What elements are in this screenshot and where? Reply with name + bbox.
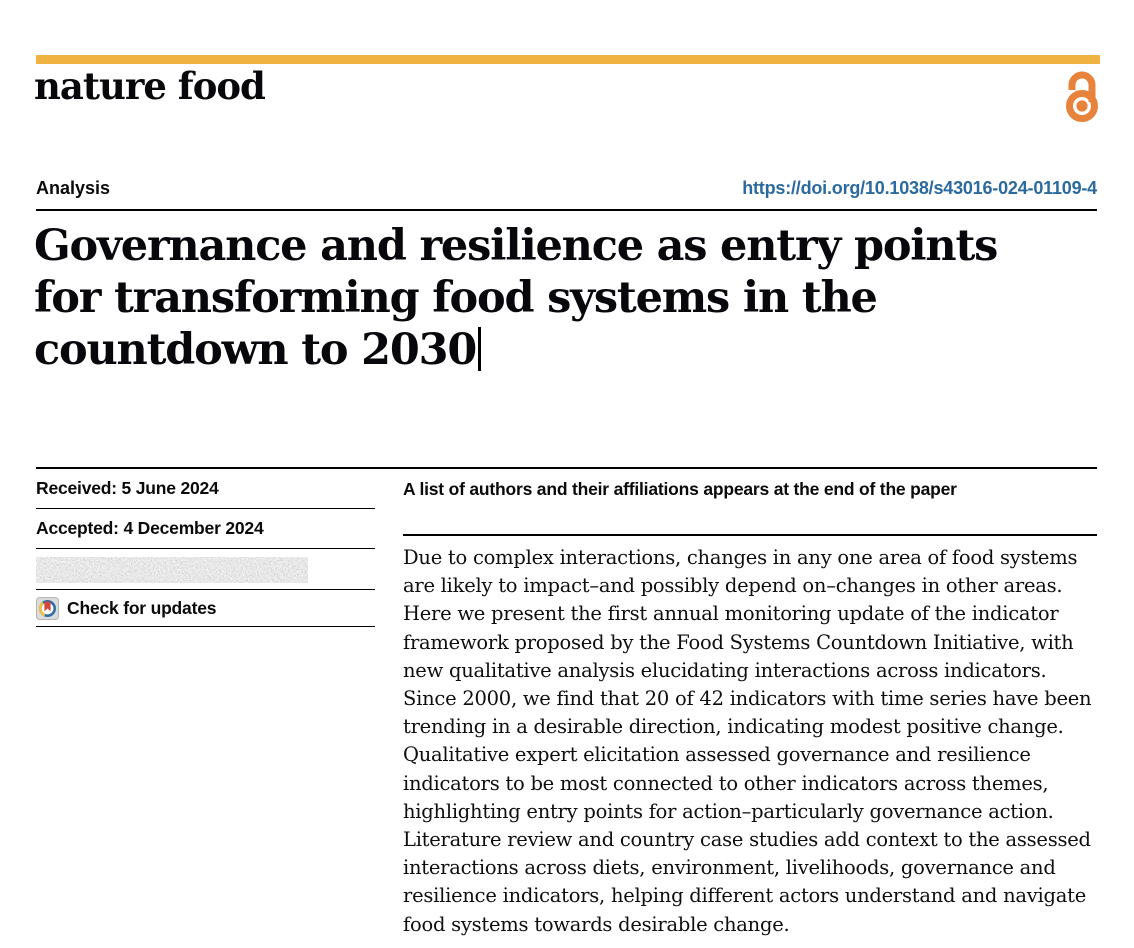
- text-cursor: [478, 327, 481, 371]
- authors-note: A list of authors and their affiliations appears at the end of the paper: [403, 479, 957, 499]
- journal-brand-bar: [36, 55, 1100, 64]
- article-meta-header: [36, 178, 1097, 199]
- accepted-date-label: Accepted: 4 December 2024: [36, 518, 264, 538]
- header-divider: [36, 209, 1097, 211]
- received-date-row: [36, 469, 375, 509]
- received-date-label: Received: 5 June 2024: [36, 478, 219, 498]
- article-title: [34, 220, 1044, 376]
- accepted-date-row: [36, 509, 375, 549]
- abstract-panel: [403, 469, 1097, 939]
- abstract-text: Due to complex interactions, changes in any one area of food systems are likely to impact–and possibly depend on–changes in other areas. Here we present the first annual monitoring update of the indicator framework proposed by the Food Systems Countdown Initiative, with new qualitative analysis elucidating interactions across indicators. Since 2000, we find that 20 of 42 indicators with time series have been trending in a desirable direction, indicating modest positive change. Qualitative expert elicitation assessed governance and resilience indicators to be most connected to other indicators across themes, highlighting entry points for action–particularly governance action. Literature review and country case studies add context to the assessed interactions across diets, environment, livelihoods, governance and resilience indicators, helping different actors understand and navigate food systems towards desirable change.: [403, 534, 1097, 939]
- redacted-text-noise: [36, 557, 308, 583]
- doi-link[interactable]: https://doi.org/10.1038/s43016-024-01109-4: [742, 178, 1097, 198]
- article-title-text: Governance and resilience as entry points for transforming food systems in the countdown to 2030: [34, 221, 998, 375]
- check-for-updates-label: Check for updates: [67, 597, 217, 618]
- article-type-label: Analysis: [36, 178, 111, 198]
- crossmark-icon: [36, 597, 59, 620]
- journal-logo: nature food: [34, 64, 265, 108]
- check-for-updates-button[interactable]: [36, 590, 375, 627]
- article-history-panel: [36, 469, 375, 627]
- open-access-icon[interactable]: [1059, 70, 1105, 129]
- redacted-published-date-row: [36, 549, 375, 590]
